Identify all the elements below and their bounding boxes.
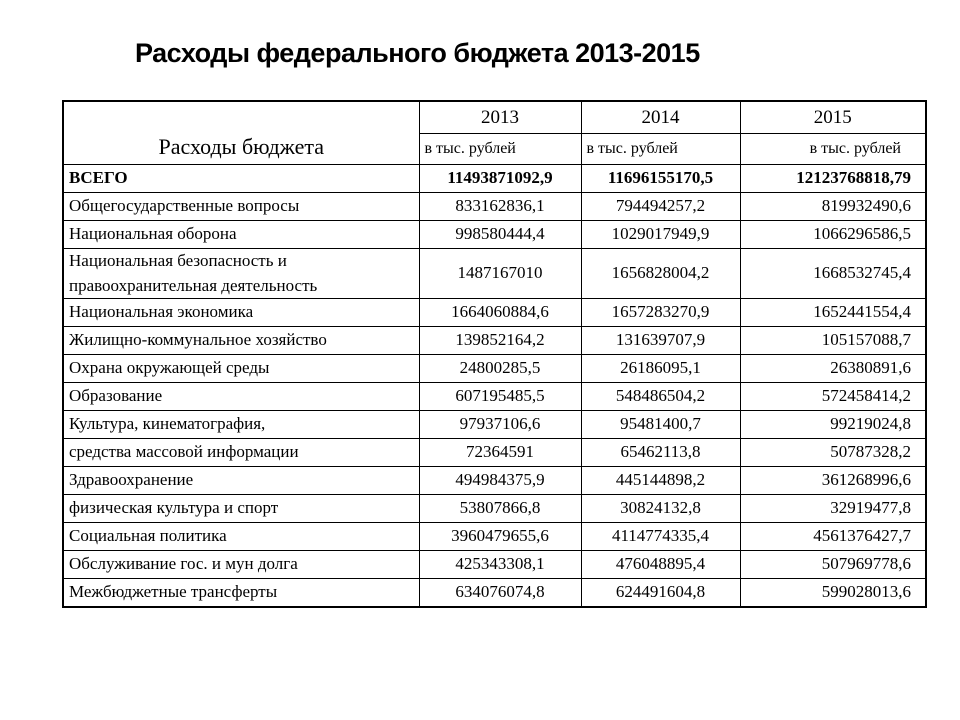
cell-value-2013: 607195485,5 [419, 383, 581, 411]
cell-value-2013: 833162836,1 [419, 193, 581, 221]
cell-value-2015: 1668532745,4 [740, 249, 926, 299]
cell-value-2013: 139852164,2 [419, 327, 581, 355]
year-header-2013: 2013 [419, 101, 581, 134]
table-row [63, 467, 926, 495]
table-body [63, 165, 926, 608]
cell-value-2014: 26186095,1 [581, 355, 740, 383]
cell-value-2014: 131639707,9 [581, 327, 740, 355]
row-label: Национальная безопасность и правоохранительная деятельность [63, 249, 419, 299]
table-row [63, 495, 926, 523]
table-row [63, 299, 926, 327]
table-row [63, 193, 926, 221]
cell-value-2014: 65462113,8 [581, 439, 740, 467]
row-label: средства массовой информации [63, 439, 419, 467]
year-header-2015: 2015 [740, 101, 926, 134]
cell-value-2013: 1487167010 [419, 249, 581, 299]
cell-value-2013: 1664060884,6 [419, 299, 581, 327]
row-label: Образование [63, 383, 419, 411]
cell-value-2013: 53807866,8 [419, 495, 581, 523]
row-label: Здравоохранение [63, 467, 419, 495]
cell-value-2015: 32919477,8 [740, 495, 926, 523]
row-label: Охрана окружающей среды [63, 355, 419, 383]
cell-value-2013: 634076074,8 [419, 579, 581, 608]
row-label: ВСЕГО [63, 165, 419, 193]
cell-value-2015: 105157088,7 [740, 327, 926, 355]
table-row [63, 221, 926, 249]
table-row [63, 327, 926, 355]
table-row [63, 411, 926, 439]
table-header [63, 101, 926, 165]
cell-value-2014: 445144898,2 [581, 467, 740, 495]
cell-value-2015: 99219024,8 [740, 411, 926, 439]
cell-value-2014: 30824132,8 [581, 495, 740, 523]
table-row [63, 355, 926, 383]
cell-value-2014: 11696155170,5 [581, 165, 740, 193]
cell-value-2014: 1656828004,2 [581, 249, 740, 299]
row-label: Национальная оборона [63, 221, 419, 249]
cell-value-2013: 24800285,5 [419, 355, 581, 383]
row-label: Социальная политика [63, 523, 419, 551]
cell-value-2013: 998580444,4 [419, 221, 581, 249]
table-row [63, 579, 926, 608]
cell-value-2013: 425343308,1 [419, 551, 581, 579]
table-row [63, 383, 926, 411]
budget-table [62, 100, 927, 608]
page-title: Расходы федерального бюджета 2013-2015 [135, 38, 700, 68]
cell-value-2013: 97937106,6 [419, 411, 581, 439]
cell-value-2015: 599028013,6 [740, 579, 926, 608]
row-label: Культура, кинематография, [63, 411, 419, 439]
cell-value-2015: 26380891,6 [740, 355, 926, 383]
cell-value-2014: 1657283270,9 [581, 299, 740, 327]
cell-value-2015: 361268996,6 [740, 467, 926, 495]
row-label: физическая культура и спорт [63, 495, 419, 523]
cell-value-2015: 4561376427,7 [740, 523, 926, 551]
cell-value-2014: 794494257,2 [581, 193, 740, 221]
cell-value-2013: 494984375,9 [419, 467, 581, 495]
cell-value-2013: 11493871092,9 [419, 165, 581, 193]
row-label: Обслуживание гос. и мун долга [63, 551, 419, 579]
row-label: Жилищно-коммунальное хозяйство [63, 327, 419, 355]
table-row [63, 523, 926, 551]
unit-header-2013: в тыс. рублей [419, 134, 581, 165]
cell-value-2014: 548486504,2 [581, 383, 740, 411]
unit-header-2014: в тыс. рублей [581, 134, 740, 165]
cell-value-2015: 12123768818,79 [740, 165, 926, 193]
cell-value-2015: 572458414,2 [740, 383, 926, 411]
cell-value-2014: 4114774335,4 [581, 523, 740, 551]
cell-value-2014: 624491604,8 [581, 579, 740, 608]
table-corner-label: Расходы бюджета [63, 101, 419, 165]
cell-value-2013: 3960479655,6 [419, 523, 581, 551]
table-row [63, 439, 926, 467]
row-label: Общегосударственные вопросы [63, 193, 419, 221]
unit-header-2015: в тыс. рублей [740, 134, 926, 165]
table-row [63, 165, 926, 193]
year-header-2014: 2014 [581, 101, 740, 134]
table-row [63, 249, 926, 299]
cell-value-2015: 819932490,6 [740, 193, 926, 221]
cell-value-2015: 507969778,6 [740, 551, 926, 579]
cell-value-2015: 1066296586,5 [740, 221, 926, 249]
table-row [63, 551, 926, 579]
cell-value-2014: 1029017949,9 [581, 221, 740, 249]
cell-value-2014: 95481400,7 [581, 411, 740, 439]
row-label: Межбюджетные трансферты [63, 579, 419, 608]
cell-value-2015: 1652441554,4 [740, 299, 926, 327]
cell-value-2015: 50787328,2 [740, 439, 926, 467]
year-header-row [63, 101, 926, 134]
row-label: Национальная экономика [63, 299, 419, 327]
cell-value-2014: 476048895,4 [581, 551, 740, 579]
cell-value-2013: 72364591 [419, 439, 581, 467]
